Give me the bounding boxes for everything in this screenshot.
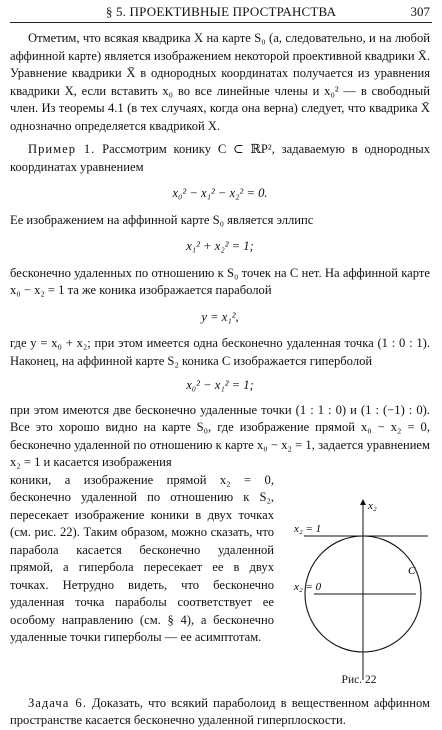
paragraph-quadric-note: Отметим, что всякая квадрика X на карте S₀ (а, следовательно, и на любой аффинной карте) является изображением некоторой проективной квадрики X̄. Уравнение квадрики X̄ в однородных координатах получается из уравнения квадрики X, если вставить x₀ во все линейные члены и x₀² — в свободный член. Из теоремы 4.1 (в тех случаях, когда она верна) следует, что квадрика X̄ однозначно определяется квадрикой X. <box>10 31 430 133</box>
example-label: Пример 1. <box>28 142 96 156</box>
paragraph-points: при этом имеются две бесконечно удаленные точки (1 : 1 : 0) и (1 : (−1) : 0). Все это хорошо видно на карте S₀, где изображение прямой x₀ − x₂ = 0, бесконечно удаленной по отношению к карте x₀ − x₂ = 1, задается уравнением x₂ = 1 и касается изображения <box>10 402 430 469</box>
curve-label: C <box>408 564 416 577</box>
equation-conic: x₀² − x₁² − x₂² = 0. <box>172 186 268 200</box>
example-text: Рассмотрим конику C ⊂ ℝP², задаваемую в однородных координатах уравнением <box>10 142 430 174</box>
paragraph-task <box>10 695 430 730</box>
figure-22 <box>284 492 434 692</box>
paragraph-ellipse: Ее изображением на аффинной карте S₀ является эллипс <box>10 212 314 227</box>
figure-diagram <box>284 492 434 692</box>
paragraph-parabola: бесконечно удаленных по отношению к S₀ точек на C нет. На аффинной карте x₀ − x₂ = 1 та же коника изображается параболой <box>10 265 430 297</box>
paragraph-hyperbola: где y = x₀ + x₂; при этом имеется одна бесконечно удаленная точка (1 : 0 : 1). Наконец, на аффинной карте S₂ коника C изображается гиперболой <box>10 336 430 368</box>
page-number: 307 <box>410 4 430 19</box>
equation-parabola: y = x₁², <box>201 309 239 324</box>
label-x2-equals-0: x₂ = 0 <box>294 580 322 593</box>
figure-caption: Рис. 22 <box>341 674 377 686</box>
paragraph-figure-text: коники, а изображение прямой x₂ = 0, бесконечно удаленной по отношению к S₂, пересекает изображение коники в двух точках (см. рис. 22). Таким образом, можно сказать, что парабола касается бесконечно удаленной прямой, а гипербола пересекает ее в двух точках. Нетрудно видеть, что бесконечно удаленная точка параболы соответствует ее особому направлению (см. § 4), а бесконечно удаленные точки гиперболы — ее асимптотам. <box>10 472 274 644</box>
paragraph-example-intro <box>10 141 430 176</box>
page-body <box>10 30 430 730</box>
task-label: Задача 6. <box>28 695 87 710</box>
running-header <box>10 2 432 23</box>
section-title: § 5. ПРОЕКТИВНЫЕ ПРОСТРАНСТВА <box>105 4 337 19</box>
figure-block <box>10 472 430 695</box>
axis-label: x₂ <box>368 499 377 512</box>
label-x2-equals-1: x₂ = 1 <box>294 522 322 535</box>
equation-ellipse: x₁² + x₂² = 1; <box>186 239 254 253</box>
task-text: Доказать, что всякий параболоид в вещественном аффинном пространстве касается бесконечно удаленной гиперплоскости. <box>10 695 430 727</box>
equation-hyperbola: x₀² − x₁² = 1; <box>186 378 254 392</box>
